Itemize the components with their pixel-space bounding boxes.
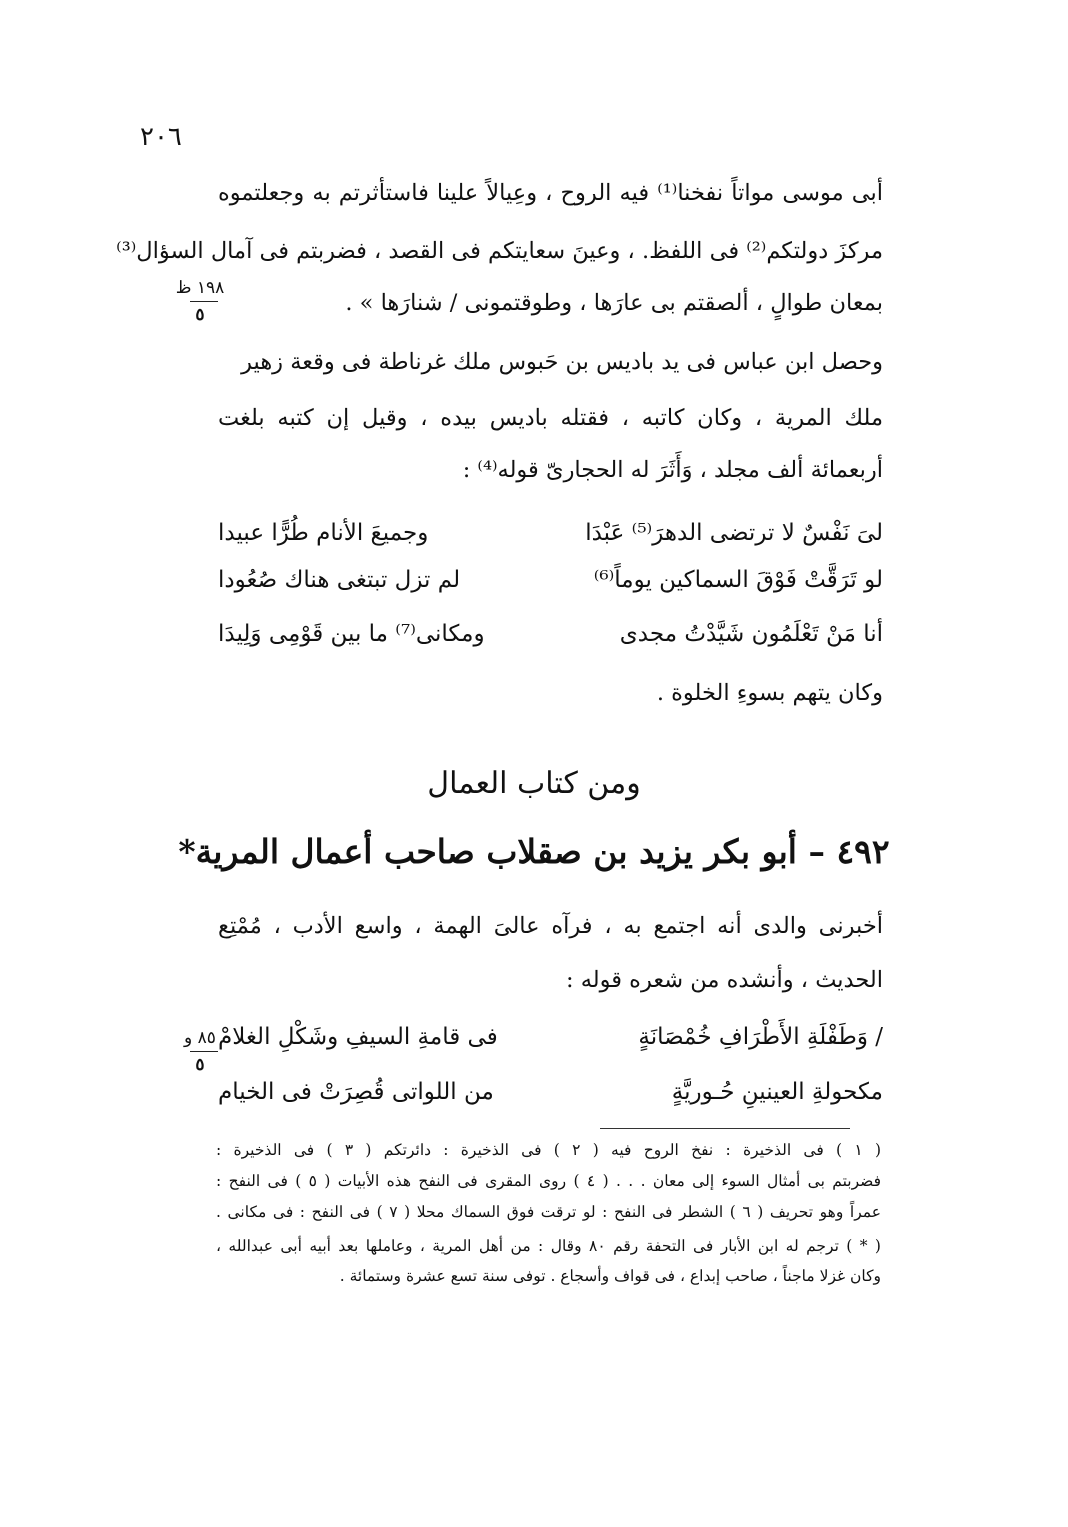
verse-row <box>218 520 883 546</box>
verse-row <box>218 567 883 593</box>
verse-hemistich-second: ومكانى⁽⁷⁾ ما بين قَوْمِى وَلِيدَا <box>218 621 485 647</box>
verse-hemistich-second: من اللواتى قُصِرَتْ فى الخيام <box>218 1079 494 1105</box>
paragraph-3-line-2: الحديث ، وأنشده من شعره قوله : <box>566 967 883 993</box>
verse-hemistich-second: فى قامةِ السيفِ وشَكْلِ الغلامْ <box>218 1024 498 1050</box>
line-marker: ٥ <box>195 305 205 325</box>
verse-hemistich-first: / وَطَفْلَةِ الأَطْرَافِ خُمْصَانَةٍ <box>638 1024 883 1050</box>
verse-hemistich-second: وجميعَ الأنام طُرًّا عبيدا <box>218 520 429 546</box>
verse-hemistich-first: لو تَرَقَّتْ فَوْقَ السماكين يوماً⁽⁶⁾ <box>593 567 883 593</box>
paragraph-2-line-2: ملك المرية ، وكان كاتبه ، فقتله باديس بيده ، وقيل إن كتبه بلغت <box>218 405 883 431</box>
footnote-line-4: ( * ) ترجم له ابن الأبار فى التحفة رقم ٨٠ وقال : من أهل المرية ، وعاملها بعد أبيه أبى عبدالله ، <box>216 1237 881 1255</box>
footnote-separator <box>600 1128 850 1129</box>
closing-line: وكان يتهم بسوءِ الخلوة . <box>656 680 883 706</box>
footnote-line-5: وكان غزلا ماجناً ، صاحب إبداع ، فى قواف وأسجاع . توفى سنة تسع عشرة وستمائة . <box>339 1267 881 1285</box>
verse-row <box>218 621 883 647</box>
footnote-line-1: ( ١ ) فى الذخيرة : نفخ الروح فيه ( ٢ ) فى الذخيرة : دائرتكم ( ٣ ) فى الذخيرة : <box>216 1141 881 1159</box>
verse-hemistich-first: لىَ نَفْسٌ لا ترتضى الدهرَ⁽⁵⁾ عَبْدَا <box>585 520 883 546</box>
paragraph-2-line-3: أربعمائة ألف مجلد ، وَأَثَرَ له الحجارىّ قوله⁽⁴⁾ : <box>462 457 883 483</box>
folio-marker: ٨٥ و <box>184 1028 216 1048</box>
folio-rule <box>190 1051 218 1052</box>
margin-folio-note-1 <box>172 278 228 325</box>
entry-heading: ٤٩٢ – أبو بكر يزيد بن صقلاب صاحب أعمال المرية* <box>178 832 890 871</box>
verse-hemistich-first: أنا مَنْ تَعْلَمُون شَيَّدْتُ مجدى <box>619 621 883 647</box>
verse-row <box>218 1024 883 1050</box>
paragraph-2-line-1: وحصل ابن عباس فى يد باديس بن حَبوس ملك غرناطة فى وقعة زهير <box>241 349 883 375</box>
footnote-line-3: عمراً وهو تحريف ( ٦ ) الشطر فى النفح : لو ترقت فوق السماك محلا ( ٧ ) فى النفح : فى مكانى . <box>216 1203 881 1221</box>
upper-paragraph-line-1: أبى موسى مواتاً نفخنا⁽¹⁾ فيه الروح ، وعِيالاً علينا فاستأثرتم به وجعلتموه <box>218 180 884 206</box>
section-heading: ومن كتاب العمال <box>427 766 641 801</box>
verse-hemistich-first: مكحولةِ العينينِ حُـوريَّةٍ <box>671 1079 883 1105</box>
folio-rule <box>190 301 218 302</box>
page-number: ٢٠٦ <box>140 122 182 152</box>
line-marker: ٥ <box>195 1055 205 1075</box>
upper-paragraph-line-3: بمعان طوالٍ ، ألصقتم بى عارَها ، وطوقتمونى / شنارَها » . <box>345 290 883 316</box>
folio-marker: ١٩٨ ظ <box>175 278 225 298</box>
upper-paragraph-line-2: مركزَ دولتكم⁽²⁾ فى اللفظ. ، وعينَ سعايتكم فى القصد ، فضربتم فى آمال السؤال⁽³⁾ <box>116 238 883 264</box>
footnote-line-2: فضربتم بى أمثال السوء إلى معان . . . ( ٤ ) روى المقرى فى النفح هذه الأبيات ( ٥ ) فى النفح : <box>216 1172 881 1190</box>
paragraph-3-line-1: أخبرنى والدى أنه اجتمع به ، فرآه عالىَ الهمة ، واسع الأدب ، مُمْتِع <box>218 913 883 939</box>
verse-hemistich-second: لم تزل تبتغى هناك صُعُودا <box>218 567 461 593</box>
verse-row <box>218 1079 883 1105</box>
